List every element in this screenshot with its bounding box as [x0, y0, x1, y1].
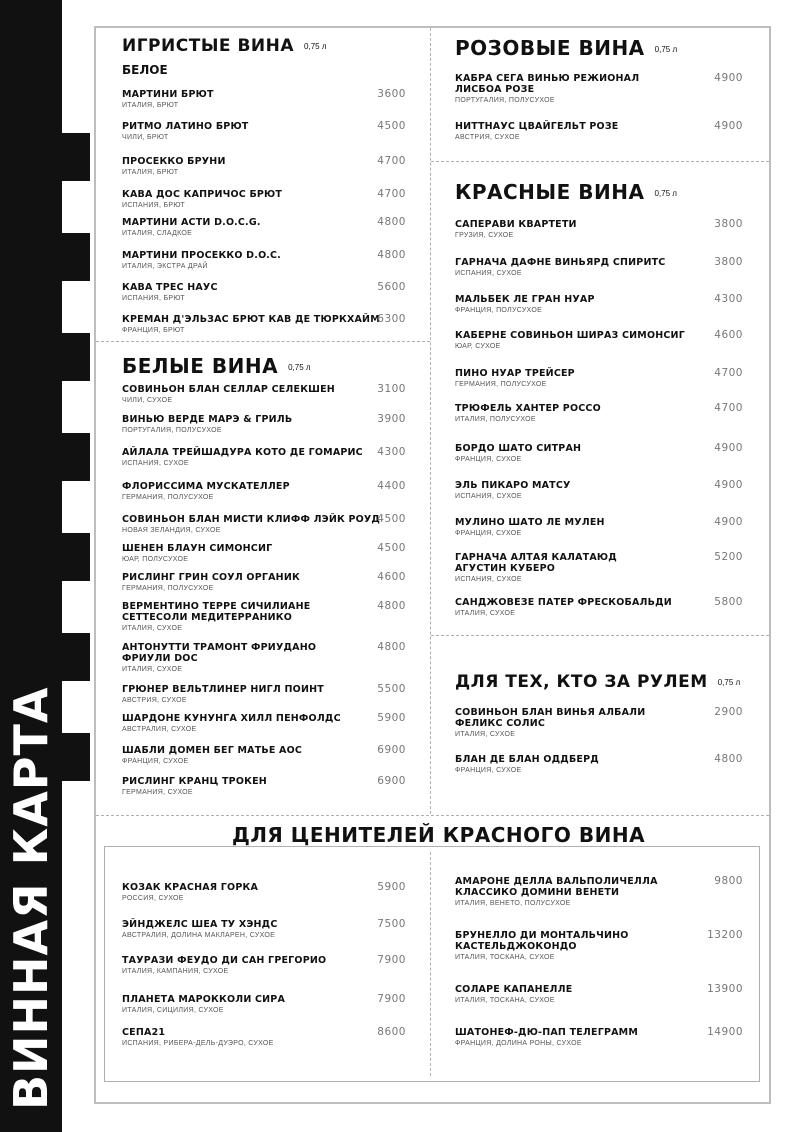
- menu-item: [122, 745, 302, 765]
- volume-label: 0,75 л: [654, 45, 678, 54]
- menu-item: [455, 876, 658, 907]
- item-price: 4900: [714, 516, 743, 528]
- item-price: 5500: [377, 683, 406, 695]
- item-description: ИТАЛИЯ, БРЮТ: [122, 102, 179, 109]
- menu-item: [122, 189, 282, 209]
- item-description: ФРАНЦИЯ, ПОЛУСУХОЕ: [455, 307, 543, 314]
- menu-item: [455, 480, 571, 500]
- item-description: НОВАЯ ЗЕЛАНДИЯ, СУХОЕ: [122, 527, 221, 534]
- item-price: 7900: [377, 993, 406, 1005]
- volume-label: 0,75 л: [288, 363, 311, 372]
- item-name: ШАБЛИ ДОМЕН БЕГ МАТЬЕ АОС: [122, 745, 303, 756]
- item-price: 5900: [377, 881, 406, 893]
- menu-item: [122, 919, 278, 939]
- item-name: СЕПА21: [122, 1027, 166, 1038]
- checker-block: [62, 133, 90, 181]
- item-description: ИСПАНИЯ, РИБЕРА-ДЕЛЬ-ДУЭРО, СУХОЕ: [122, 1040, 274, 1047]
- menu-item: [122, 684, 324, 704]
- item-price: 4500: [377, 120, 406, 132]
- item-description: ИТАЛИЯ, СУХОЕ: [455, 731, 516, 738]
- item-price: 4900: [714, 442, 743, 454]
- menu-item: [122, 955, 326, 975]
- item-price: 6900: [377, 775, 406, 787]
- menu-item: [455, 219, 577, 239]
- volume-label: 0,75 л: [717, 677, 741, 687]
- item-name: ПРОСЕККО БРУНИ: [122, 156, 226, 167]
- menu-item: [455, 552, 617, 583]
- item-name: ГАРНАЧА АЛТАЯ КАЛАТАЮД АГУСТИН КУБЕРО: [455, 552, 617, 574]
- menu-item: [455, 443, 581, 463]
- item-name: РИСЛИНГ ГРИН СОУЛ ОРГАНИК: [122, 572, 300, 583]
- menu-item: [455, 121, 618, 141]
- checker-block: [62, 733, 90, 781]
- menu-item: [122, 89, 214, 109]
- menu-item: [455, 294, 595, 314]
- item-price: 4900: [714, 72, 743, 84]
- checker-block: [62, 533, 90, 581]
- section-title-red: [455, 180, 677, 204]
- item-name: МАЛЬБЕК ЛЕ ГРАН НУАР: [455, 294, 595, 305]
- item-price: 3100: [377, 383, 406, 395]
- section-title-text: БЕЛЫЕ ВИНА: [122, 354, 279, 378]
- item-price: 4700: [377, 155, 406, 167]
- item-description: ПОРТУГАЛИЯ, ПОЛУСУХОЕ: [122, 427, 222, 434]
- section-title-sparkling: [122, 36, 327, 56]
- menu-item: [455, 73, 639, 104]
- item-price: 4800: [714, 753, 743, 765]
- item-price: 7500: [377, 918, 406, 930]
- item-name: БЛАН ДЕ БЛАН ОДДБЕРД: [455, 754, 599, 765]
- menu-item: [122, 250, 281, 270]
- item-price: 13900: [707, 983, 743, 995]
- menu-item: [122, 121, 248, 141]
- section-divider: [431, 635, 769, 636]
- menu-item: [122, 481, 290, 501]
- item-price: 14900: [707, 1026, 743, 1038]
- menu-item: [122, 414, 292, 434]
- item-price: 4800: [377, 216, 406, 228]
- section-title-connoisseurs: ДЛЯ ЦЕНИТЕЛЕЙ КРАСНОГО ВИНА: [232, 823, 646, 847]
- item-description: ИСПАНИЯ, СУХОЕ: [122, 460, 189, 467]
- item-price: 4900: [714, 479, 743, 491]
- item-price: 4900: [714, 120, 743, 132]
- item-price: 13200: [707, 929, 743, 941]
- item-description: ЧИЛИ, СУХОЕ: [122, 397, 173, 404]
- menu-item: [122, 572, 300, 592]
- item-description: ЮАР, ПОЛУСУХОЕ: [122, 556, 189, 563]
- section-title-text: ИГРИСТЫЕ ВИНА: [122, 36, 295, 56]
- item-description: ИТАЛИЯ, ЭКСТРА ДРАЙ: [122, 263, 208, 270]
- menu-item: [122, 882, 258, 902]
- menu-item: [122, 1027, 274, 1047]
- menu-item: [455, 403, 601, 423]
- item-name: КАВА ТРЕС НАУС: [122, 282, 218, 293]
- item-name: БОРДО ШАТО СИТРАН: [455, 443, 582, 454]
- item-name: АНТОНУТТИ ТРАМОНТ ФРИУДАНО ФРИУЛИ DOC: [122, 642, 317, 664]
- menu-item: [122, 514, 380, 534]
- item-description: ГЕРМАНИЯ, СУХОЕ: [122, 789, 193, 796]
- menu-item: [455, 517, 605, 537]
- item-description: ФРАНЦИЯ, СУХОЕ: [455, 530, 522, 537]
- item-name: ЭЙНДЖЕЛС ШЕА ТУ ХЭНДС: [122, 919, 278, 930]
- section-divider: [96, 341, 430, 342]
- item-price: 4500: [377, 542, 406, 554]
- item-description: ИТАЛИЯ, ТОСКАНА, СУХОЕ: [455, 997, 555, 1004]
- item-price: 7900: [377, 954, 406, 966]
- menu-item: [455, 330, 685, 350]
- item-name: СОВИНЬОН БЛАН МИСТИ КЛИФФ ЛЭЙК РОУД: [122, 514, 381, 525]
- item-price: 4300: [714, 293, 743, 305]
- item-description: АВСТРАЛИЯ, СУХОЕ: [122, 726, 197, 733]
- item-name: МУЛИНО ШАТО ЛЕ МУЛЕН: [455, 517, 605, 528]
- item-price: 5900: [377, 712, 406, 724]
- item-name: БРУНЕЛЛО ДИ МОНТАЛЬЧИНО КАСТЕЛЬДЖОКОНДО: [455, 930, 629, 952]
- item-name: ПИНО НУАР ТРЕЙСЕР: [455, 368, 575, 379]
- item-name: РИТМО ЛАТИНО БРЮТ: [122, 121, 249, 132]
- item-name: АМАРОНЕ ДЕЛЛА ВАЛЬПОЛИЧЕЛЛА КЛАССИКО ДОМИНИ ВЕНЕТИ: [455, 876, 658, 898]
- section-title-text: ДЛЯ ТЕХ, КТО ЗА РУЛЕМ: [455, 672, 708, 692]
- item-description: ИСПАНИЯ, СУХОЕ: [455, 493, 522, 500]
- item-name: ГРЮНЕР ВЕЛЬТЛИНЕР НИГЛ ПОИНТ: [122, 684, 324, 695]
- volume-label: 0,75 л: [304, 41, 327, 51]
- menu-item: [455, 984, 572, 1004]
- checker-block: [62, 333, 90, 381]
- item-description: ПОРТУГАЛИЯ, ПОЛУСУХОЕ: [455, 97, 555, 104]
- item-price: 3800: [714, 256, 743, 268]
- item-name: СОЛАРЕ КАПАНЕЛЛЕ: [455, 984, 573, 995]
- menu-item: [122, 543, 272, 563]
- subsection-title-white: БЕЛОЕ: [122, 63, 168, 77]
- item-description: ИСПАНИЯ, СУХОЕ: [455, 270, 522, 277]
- item-price: 5600: [377, 281, 406, 293]
- item-price: 8600: [377, 1026, 406, 1038]
- menu-item: [455, 257, 665, 277]
- menu-item: [122, 217, 261, 237]
- item-description: ИТАЛИЯ, СУХОЕ: [455, 610, 516, 617]
- item-description: АВСТРИЯ, СУХОЕ: [455, 134, 520, 141]
- checker-block: [62, 633, 90, 681]
- menu-item: [122, 156, 226, 176]
- menu-item: [122, 776, 267, 796]
- menu-item: [122, 314, 380, 334]
- item-name: СОВИНЬОН БЛАН СЕЛЛАР СЕЛЕКШЕН: [122, 384, 335, 395]
- item-name: МАРТИНИ АСТИ D.O.C.G.: [122, 217, 261, 228]
- item-name: КОЗАК КРАСНАЯ ГОРКА: [122, 882, 259, 893]
- item-description: ИТАЛИЯ, СИЦИЛИЯ, СУХОЕ: [122, 1007, 224, 1014]
- item-price: 5800: [714, 596, 743, 608]
- item-price: 4700: [714, 367, 743, 379]
- item-price: 4300: [377, 446, 406, 458]
- item-name: НИТТНАУС ЦВАЙГЕЛЬТ РОЗЕ: [455, 121, 619, 132]
- item-description: ИТАЛИЯ, ПОЛУСУХОЕ: [455, 416, 536, 423]
- section-title-drivers: [455, 672, 740, 692]
- item-description: АВСТРИЯ, СУХОЕ: [122, 697, 187, 704]
- section-divider: [96, 815, 769, 816]
- item-name: ФЛОРИССИМА МУСКАТЕЛЛЕР: [122, 481, 290, 492]
- menu-item: [122, 713, 341, 733]
- item-description: ФРАНЦИЯ, СУХОЕ: [122, 758, 189, 765]
- item-price: 4800: [377, 641, 406, 653]
- item-description: АВСТРАЛИЯ, ДОЛИНА МАКЛАРЕН, СУХОЕ: [122, 932, 276, 939]
- item-price: 4600: [714, 329, 743, 341]
- item-name: ЭЛЬ ПИКАРО МАТСУ: [455, 480, 571, 491]
- item-description: ГЕРМАНИЯ, ПОЛУСУХОЕ: [455, 381, 547, 388]
- item-price: 6300: [377, 313, 406, 325]
- item-name: КАВА ДОС КАПРИЧОС БРЮТ: [122, 189, 283, 200]
- item-price: 9800: [714, 875, 743, 887]
- item-name: КАБЕРНЕ СОВИНЬОН ШИРАЗ СИМОНСИГ: [455, 330, 685, 341]
- item-name: МАРТИНИ БРЮТ: [122, 89, 214, 100]
- menu-item: [455, 707, 645, 738]
- item-name: ВИНЬЮ ВЕРДЕ МАРЭ & ГРИЛЬ: [122, 414, 293, 425]
- menu-item: [455, 930, 629, 961]
- item-description: ИСПАНИЯ, БРЮТ: [122, 295, 185, 302]
- section-title-text: КРАСНЫЕ ВИНА: [455, 180, 645, 204]
- menu-item: [122, 994, 285, 1014]
- column-divider: [430, 852, 431, 1076]
- item-price: 5200: [714, 551, 743, 563]
- section-title-white: [122, 354, 311, 378]
- volume-label: 0,75 л: [654, 189, 677, 198]
- item-description: ИТАЛИЯ, КАМПАНИЯ, СУХОЕ: [122, 968, 229, 975]
- item-price: 4800: [377, 600, 406, 612]
- item-price: 3600: [377, 88, 406, 100]
- item-description: ЮАР, СУХОЕ: [455, 343, 501, 350]
- menu-item: [455, 368, 575, 388]
- item-name: РИСЛИНГ КРАНЦ ТРОКЕН: [122, 776, 267, 787]
- item-description: ИТАЛИЯ, ВЕНЕТО, ПОЛУСУХОЕ: [455, 900, 571, 907]
- item-name: САПЕРАВИ КВАРТЕТИ: [455, 219, 577, 230]
- menu-item: [455, 597, 672, 617]
- item-name: ТАУРАЗИ ФЕУДО ДИ САН ГРЕГОРИО: [122, 955, 327, 966]
- item-name: АЙЛАЛА ТРЕЙШАДУРА КОТО ДЕ ГОМАРИС: [122, 447, 363, 458]
- item-price: 4700: [377, 188, 406, 200]
- item-name: КАБРА СЕГА ВИНЬЮ РЕЖИОНАЛ ЛИСБОА РОЗЕ: [455, 73, 640, 95]
- menu-item: [122, 282, 218, 302]
- item-description: ЧИЛИ, БРЮТ: [122, 134, 169, 141]
- item-name: МАРТИНИ ПРОСЕККО D.O.C.: [122, 250, 281, 261]
- item-description: ИСПАНИЯ, СУХОЕ: [455, 576, 522, 583]
- menu-item: [122, 601, 310, 632]
- item-name: ШЕНЕН БЛАУН СИМОНСИГ: [122, 543, 273, 554]
- page-title: ВИННАЯ КАРТА: [4, 686, 58, 1110]
- section-divider: [431, 161, 769, 162]
- item-price: 2900: [714, 706, 743, 718]
- item-description: ГЕРМАНИЯ, ПОЛУСУХОЕ: [122, 585, 214, 592]
- item-price: 4500: [377, 513, 406, 525]
- item-name: ШАРДОНЕ КУНУНГА ХИЛЛ ПЕНФОЛДС: [122, 713, 341, 724]
- item-price: 4700: [714, 402, 743, 414]
- menu-item: [455, 1027, 638, 1047]
- item-description: ИТАЛИЯ, СУХОЕ: [122, 666, 183, 673]
- menu-item: [122, 642, 316, 673]
- section-title-rose: [455, 36, 677, 60]
- item-description: ИТАЛИЯ, СУХОЕ: [122, 625, 183, 632]
- item-name: ГАРНАЧА ДАФНЕ ВИНЬЯРД СПИРИТС: [455, 257, 666, 268]
- menu-item: [122, 384, 335, 404]
- column-divider: [430, 28, 431, 814]
- item-description: ИТАЛИЯ, СЛАДКОЕ: [122, 230, 193, 237]
- item-name: КРЕМАН Д'ЭЛЬЗАС БРЮТ КАВ ДЕ ТЮРКХАЙМ: [122, 314, 380, 325]
- item-name: САНДЖОВЕЗЕ ПАТЕР ФРЕСКОБАЛЬДИ: [455, 597, 672, 608]
- item-price: 3800: [714, 218, 743, 230]
- item-name: ПЛАНЕТА МАРОККОЛИ СИРА: [122, 994, 286, 1005]
- checker-block: [62, 433, 90, 481]
- item-name: СОВИНЬОН БЛАН ВИНЬЯ АЛБАЛИ ФЕЛИКС СОЛИС: [455, 707, 646, 729]
- section-title-text: РОЗОВЫЕ ВИНА: [455, 36, 645, 60]
- item-price: 4400: [377, 480, 406, 492]
- item-name: ШАТОНЕФ-ДЮ-ПАП ТЕЛЕГРАММ: [455, 1027, 638, 1038]
- item-description: ФРАНЦИЯ, ДОЛИНА РОНЫ, СУХОЕ: [455, 1040, 582, 1047]
- item-description: ГРУЗИЯ, СУХОЕ: [455, 232, 514, 239]
- item-description: ИСПАНИЯ, БРЮТ: [122, 202, 185, 209]
- item-name: ТРЮФЕЛЬ ХАНТЕР РОССО: [455, 403, 601, 414]
- menu-item: [122, 447, 363, 467]
- checker-block: [62, 233, 90, 281]
- item-price: 3900: [377, 413, 406, 425]
- item-description: РОССИЯ, СУХОЕ: [122, 895, 184, 902]
- item-price: 6900: [377, 744, 406, 756]
- item-price: 4600: [377, 571, 406, 583]
- item-description: ГЕРМАНИЯ, ПОЛУСУХОЕ: [122, 494, 214, 501]
- item-description: ФРАНЦИЯ, СУХОЕ: [455, 456, 522, 463]
- item-description: ФРАНЦИЯ, БРЮТ: [122, 327, 185, 334]
- item-name: ВЕРМЕНТИНО ТЕРРЕ СИЧИЛИАНЕ СЕТТЕСОЛИ МЕДИТЕРРАНИКО: [122, 601, 311, 623]
- item-description: ФРАНЦИЯ, СУХОЕ: [455, 767, 522, 774]
- menu-item: [455, 754, 599, 774]
- item-description: ИТАЛИЯ, ТОСКАНА, СУХОЕ: [455, 954, 555, 961]
- item-price: 4800: [377, 249, 406, 261]
- item-description: ИТАЛИЯ, БРЮТ: [122, 169, 179, 176]
